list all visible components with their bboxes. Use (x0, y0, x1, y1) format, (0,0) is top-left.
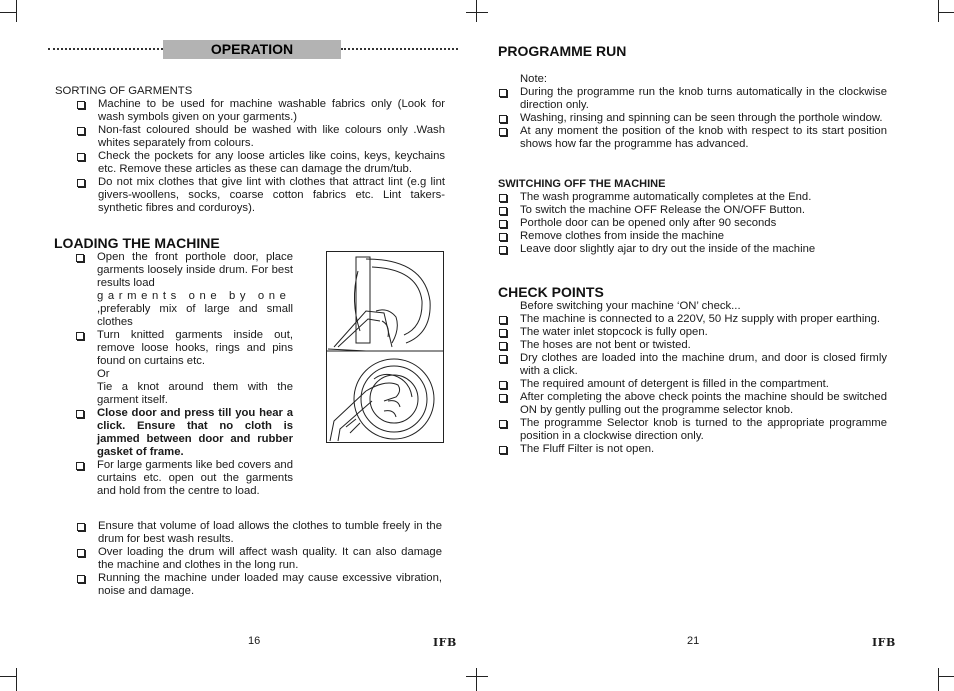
ifb-logo: IFB (872, 636, 896, 649)
divider-dotted (48, 48, 163, 50)
list-item: Remove clothes from inside the machine (498, 230, 887, 243)
ifb-logo: IFB (433, 636, 457, 649)
list-item: Turn knitted garments inside out, remove loose hooks, rings and pins found on curtains etc. Or Tie a knot around them with the garment itself. (54, 329, 293, 407)
list-item: The programme Selector knob is turned to the appropriate programme position in a clockwise direction only. (498, 417, 887, 443)
list-item: Ensure that volume of load allows the clothes to tumble freely in the drum for best wash results. (55, 520, 442, 546)
checkbox-bullet-icon (499, 329, 507, 337)
list-item: To switch the machine OFF Release the ON/OFF Button. (498, 204, 887, 217)
list-item: Close door and press till you hear a click. Ensure that no cloth is jammed between door and rubber gasket of frame. (54, 407, 293, 459)
list-item: Over loading the drum will affect wash quality. It can also damage the machine and clothes in the long run. (55, 546, 442, 572)
note-label: Note: (520, 73, 548, 85)
checkbox-bullet-icon (499, 316, 507, 324)
right-page (477, 0, 954, 691)
checkbox-bullet-icon (76, 254, 84, 262)
list-item: After completing the above check points the machine should be switched ON by gently pulling out the programme selector knob. (498, 391, 887, 417)
loading-heading: LOADING THE MACHINE (54, 235, 220, 251)
switching-off-heading: SWITCHING OFF THE MACHINE (498, 178, 666, 190)
checkbox-bullet-icon (499, 394, 507, 402)
checkbox-bullet-icon (77, 575, 85, 583)
list-item: Open the front porthole door, place garments loosely inside drum. For best results load garments one by one ,preferably mix of large and small clothes (54, 251, 293, 329)
list-item: Do not mix clothes that give lint with clothes that attract lint (e.g lint givers-woollens, socks, coarse cotton fabrics etc. Lint takers- synthetic fibres and corduroys). (55, 176, 445, 215)
list-item: At any moment the position of the knob with respect to its start position shows how far the programme has advanced. (498, 125, 887, 151)
checkbox-bullet-icon (499, 115, 507, 123)
check-points-intro: Before switching your machine ‘ON’ check... (520, 300, 741, 312)
list-item: Running the machine under loaded may cause excessive vibration, noise and damage. (55, 572, 442, 598)
sorting-heading: SORTING OF GARMENTS (55, 85, 193, 97)
checkbox-bullet-icon (77, 179, 85, 187)
checkbox-bullet-icon (499, 246, 507, 254)
list-item: The wash programme automatically completes at the End. (498, 191, 887, 204)
loading-illustration (326, 251, 444, 443)
page-number: 16 (248, 635, 261, 647)
programme-run-heading: PROGRAMME RUN (498, 43, 627, 59)
sorting-list (55, 98, 445, 215)
checkbox-bullet-icon (77, 127, 85, 135)
checkbox-bullet-icon (499, 194, 507, 202)
list-item: Leave door slightly ajar to dry out the inside of the machine (498, 243, 887, 256)
checkbox-bullet-icon (499, 420, 507, 428)
list-item: The hoses are not bent or twisted. (498, 339, 887, 352)
checkbox-bullet-icon (499, 342, 507, 350)
check-points-heading: CHECK POINTS (498, 284, 604, 300)
checkbox-bullet-icon (499, 220, 507, 228)
checkbox-bullet-icon (499, 233, 507, 241)
checkbox-bullet-icon (77, 523, 85, 531)
loading-list (54, 251, 293, 498)
section-title-operation: OPERATION (163, 40, 341, 59)
checkbox-bullet-icon (76, 410, 84, 418)
list-item: The Fluff Filter is not open. (498, 443, 887, 456)
checkbox-bullet-icon (77, 549, 85, 557)
checkbox-bullet-icon (499, 207, 507, 215)
list-item: Machine to be used for machine washable fabrics only (Look for wash symbols given on your garments.) (55, 98, 445, 124)
check-points-list (498, 313, 887, 456)
list-item: The machine is connected to a 220V, 50 Hz supply with proper earthing. (498, 313, 887, 326)
checkbox-bullet-icon (76, 332, 84, 340)
programme-list (498, 86, 887, 151)
list-item: During the programme run the knob turns automatically in the clockwise direction only. (498, 86, 887, 112)
page-number: 21 (687, 635, 700, 647)
checkbox-bullet-icon (77, 153, 85, 161)
list-item: The required amount of detergent is filled in the compartment. (498, 378, 887, 391)
list-item: The water inlet stopcock is fully open. (498, 326, 887, 339)
switching-off-list (498, 191, 887, 256)
list-item: Check the pockets for any loose articles like coins, keys, keychains etc. Remove these articles as these can damage the drum/tub. (55, 150, 445, 176)
checkbox-bullet-icon (499, 128, 507, 136)
list-item: Non-fast coloured should be washed with like colours only .Wash whites separately from colours. (55, 124, 445, 150)
checkbox-bullet-icon (499, 381, 507, 389)
checkbox-bullet-icon (77, 101, 85, 109)
list-item: Dry clothes are loaded into the machine drum, and door is closed firmly with a click. (498, 352, 887, 378)
checkbox-bullet-icon (499, 89, 507, 97)
divider-dotted (341, 48, 458, 50)
checkbox-bullet-icon (499, 355, 507, 363)
list-item: Washing, rinsing and spinning can be seen through the porthole window. (498, 112, 887, 125)
checkbox-bullet-icon (499, 446, 507, 454)
loading-more-list (55, 520, 442, 598)
checkbox-bullet-icon (76, 462, 84, 470)
list-item: Porthole door can be opened only after 90 seconds (498, 217, 887, 230)
list-item: For large garments like bed covers and curtains etc. open out the garments and hold from the centre to load. (54, 459, 293, 498)
